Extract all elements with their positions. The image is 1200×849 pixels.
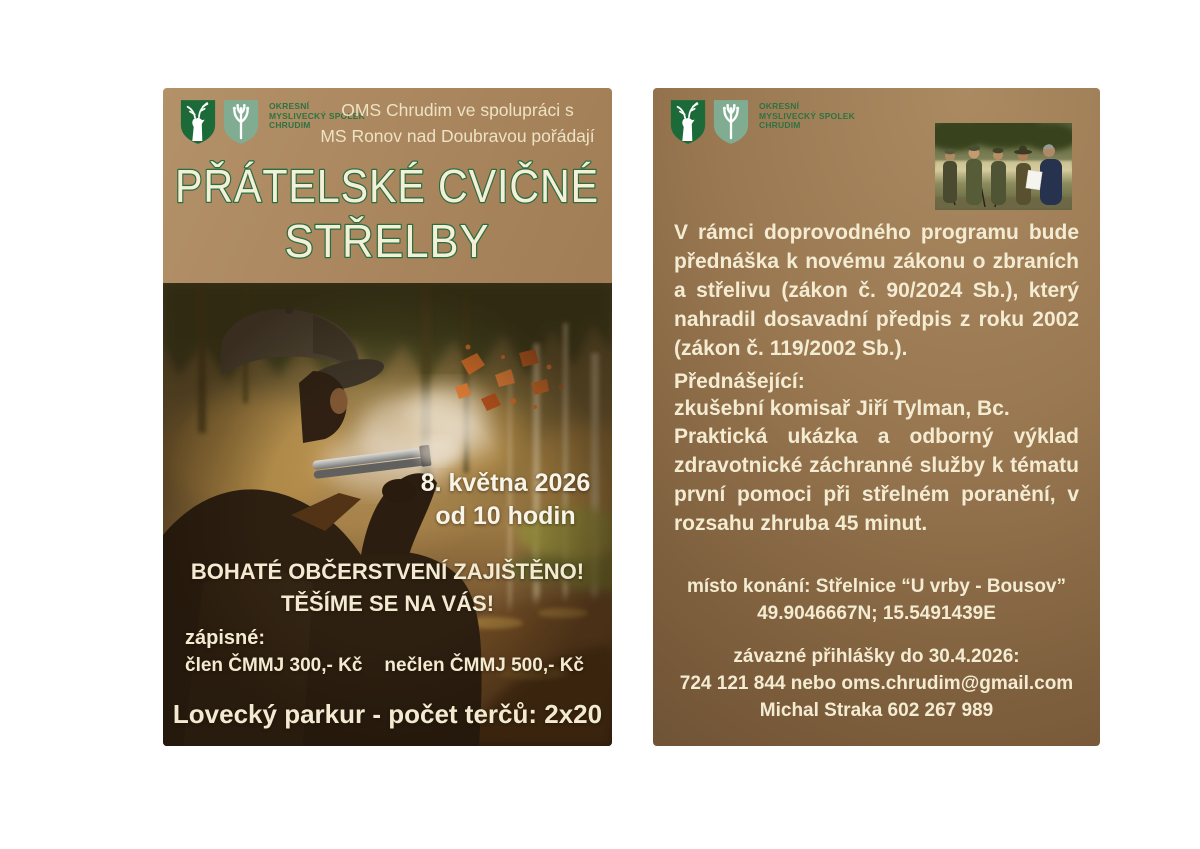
fee-label: zápisné: xyxy=(185,627,266,649)
lecture-photo-illustration xyxy=(935,123,1072,210)
org-name-line: MYSLIVECKÝ SPOLEK xyxy=(759,110,855,121)
contact-line: 724 121 844 nebo oms.chrudim@gmail.com xyxy=(679,673,1074,694)
left-flyer xyxy=(163,88,612,746)
fee-row xyxy=(185,655,584,677)
contact-person: Michal Straka 602 267 989 xyxy=(759,700,994,721)
program-paragraph2: Praktická ukázka a odborný výklad zdravotnické záchranné služby k tématu první pomoci při střelném poranění, v rozsahu zhruba 45 minut. xyxy=(674,425,1079,535)
fee-nonmember: nečlen ČMMJ 500,- Kč xyxy=(384,655,584,676)
poster-title xyxy=(163,158,612,280)
org-name-line: CHRUDIM xyxy=(269,120,311,130)
intro-line1: OMS Chrudim ve spolupráci s xyxy=(341,100,574,120)
org-name-line: MYSLIVECKÝ SPOLEK xyxy=(269,110,365,121)
venue-line: místo konání: Střelnice “U vrby - Bousov” xyxy=(686,576,1067,597)
org-name-line: OKRESNÍ xyxy=(269,101,310,111)
deer-shield-icon xyxy=(179,98,217,146)
refreshments-line: BOHATÉ OBČERSTVENÍ ZAJIŠTĚNO! xyxy=(190,559,585,584)
org-name-line: OKRESNÍ xyxy=(759,101,800,111)
lecturer-label: Přednášející: xyxy=(674,370,805,393)
lecture-photo xyxy=(935,123,1072,210)
antler-shield-icon xyxy=(222,98,260,146)
lecturer-name: zkušební komisař Jiří Tylman, Bc. xyxy=(674,397,1010,420)
intro-line2: MS Ronov nad Doubravou pořádají xyxy=(320,125,595,146)
course-info: Lovecký parkur - počet terčů: 2x20 xyxy=(172,699,603,729)
lecturer-block xyxy=(674,368,1079,422)
welcome-line: TĚŠÍME SE NA VÁS! xyxy=(280,591,495,616)
title-line2: STŘELBY xyxy=(284,215,490,267)
registration-block xyxy=(664,643,1089,724)
right-flyer xyxy=(653,88,1100,746)
title-line1: PŘÁTELSKÉ CVIČNÉ xyxy=(175,160,599,212)
program-text xyxy=(674,218,1079,724)
event-time: od 10 hodin xyxy=(435,502,576,530)
gps-coordinates: 49.9046667N; 15.5491439E xyxy=(757,603,996,624)
fee-member: člen ČMMJ 300,- Kč xyxy=(185,655,363,676)
oms-logo xyxy=(669,98,855,146)
deer-shield-icon xyxy=(669,98,707,146)
event-date-time xyxy=(398,467,612,533)
org-name xyxy=(759,98,855,131)
event-date: 8. května 2026 xyxy=(420,469,591,497)
venue-block xyxy=(664,573,1089,627)
program-paragraph1: V rámci doprovodného programu bude přednáška k novému zákonu o zbraních a střelivu (zákon č. 90/2024 Sb.), který nahradil dosavadní předpis z roku 2002 (zákon č. 119/2002 Sb.). xyxy=(674,221,1079,360)
deadline-line: závazné přihlášky do 30.4.2026: xyxy=(733,646,1020,667)
org-name-line: CHRUDIM xyxy=(759,120,801,130)
antler-shield-icon xyxy=(712,98,750,146)
intro-text xyxy=(303,98,612,149)
hunter-photo xyxy=(163,283,612,746)
